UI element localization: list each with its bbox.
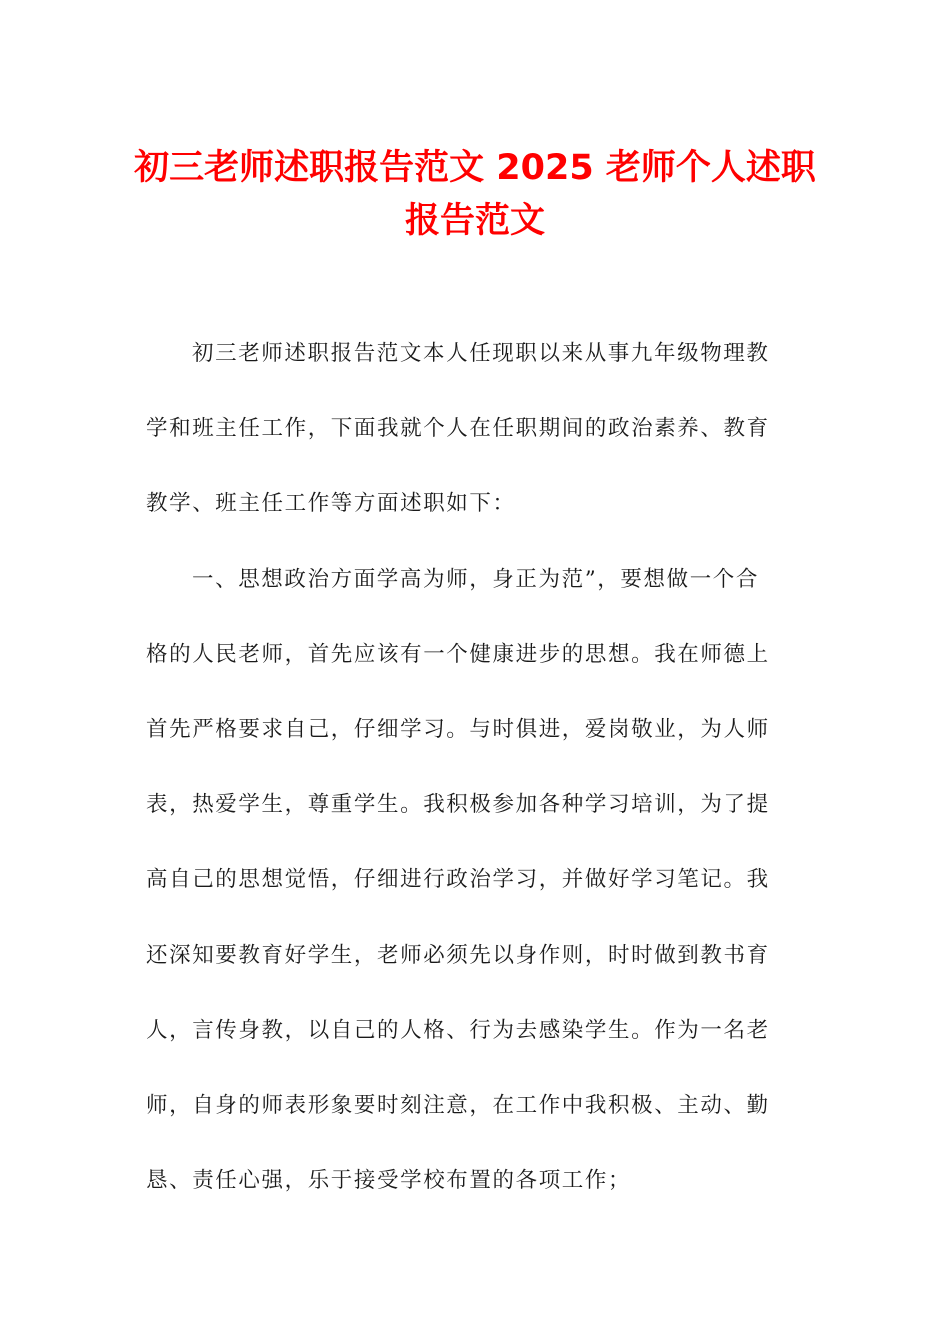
paragraph-line: 教学、班主任工作等方面述职如下：: [146, 491, 516, 517]
paragraph-2: [146, 555, 796, 1232]
paragraph-line: 恳、责任心强，乐于接受学校布置的各项工作；: [146, 1168, 632, 1194]
paragraph-line: 首先严格要求自己，仔细学习。与时俱进，爱岗敬业，为人师: [146, 716, 770, 742]
paragraph-line: 人，言传身教，以自己的人格、行为去感染学生。作为一名老: [146, 1017, 770, 1043]
paragraph-line: 师，自身的师表形象要时刻注意，在工作中我积极、主动、勤: [146, 1092, 770, 1118]
paragraph-line: 高自己的思想觉悟，仔细进行政治学习，并做好学习笔记。我: [146, 867, 770, 893]
title-line-1: 初三老师述职报告范文 2025 老师个人述职: [134, 148, 816, 188]
paragraph-line: 格的人民老师，首先应该有一个健康进步的思想。我在师德上: [146, 641, 770, 667]
paragraph-line: 表，热爱学生，尊重学生。我积极参加各种学习培训，为了提: [146, 792, 770, 818]
paragraph-line: 学和班主任工作，下面我就个人在任职期间的政治素养、教育: [146, 416, 770, 442]
paragraph-line: 还深知要教育好学生，老师必须先以身作则，时时做到教书育: [146, 942, 770, 968]
paragraph-1: [146, 329, 796, 555]
title-line-2: 报告范文: [404, 201, 545, 241]
paragraph-line: 初三老师述职报告范文本人任现职以来从事九年级物理教: [192, 341, 770, 366]
document-body: [146, 329, 796, 1231]
paragraph-line: 一、思想政治方面学高为师，身正为范”，要想做一个合: [192, 566, 759, 592]
document-title: [120, 142, 830, 248]
